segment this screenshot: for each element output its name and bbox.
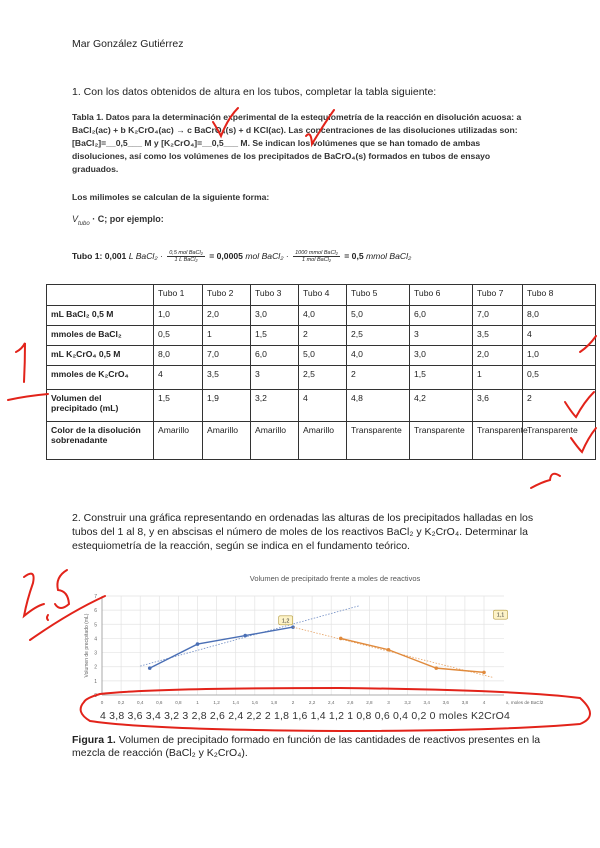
x-axis-label-bacl2: x, moles de BaCl2: [506, 700, 544, 705]
chart-plot-area: [99, 592, 509, 700]
table-cell: 2: [523, 390, 596, 422]
table-cell: Transparente: [410, 422, 473, 460]
x-tick-label-bacl2: 3,8: [461, 700, 469, 705]
table-cell: 2,5: [299, 366, 347, 390]
dash-mark: [8, 394, 48, 400]
tubo1-unit3: mmol BaCl₂: [366, 250, 412, 261]
y-tick-label: 5: [94, 622, 97, 629]
handwritten-two: [24, 574, 44, 616]
milimoles-text: Los milimoles se calculan de la siguiente forma:: [72, 192, 270, 202]
table-cell: 3,0: [251, 306, 299, 326]
x-tick-label-bacl2: 2,4: [328, 700, 335, 705]
frac2-num: 1000 mmol BaCl₂: [295, 250, 338, 256]
frac1-num: 0,5 mol BaCl₂: [169, 250, 203, 256]
table-cell: 1,9: [203, 390, 251, 422]
y-tick-label: 3: [94, 650, 97, 657]
x-tick-label-bacl2: 0,6: [156, 700, 163, 705]
table-cell: 4: [299, 390, 347, 422]
annotation-label: 1,1: [496, 612, 505, 619]
table-cell: 4,0: [299, 306, 347, 326]
row-label: mmoles de BaCl₂: [47, 326, 154, 346]
question-2: 2. Construir una gráfica representando en ordenadas las alturas de los precipitados halladas en los tubos del 1 al 8, y en abscisas el número de moles de los reactivos BaCl₂ y K₂CrO₄. Determinar la estequiometría de la reacción, según se indica en el fundamento teórico.: [72, 512, 534, 552]
table-cell: 4,8: [347, 390, 410, 422]
frac1-den: 1 L BaCl₂: [174, 257, 198, 263]
table-cell: 3,2: [251, 390, 299, 422]
table-cell: Transparente: [473, 422, 523, 460]
k2cro4-tick-labels: 4 3,8 3,6 3,4 3,2 3 2,8 2,6 2,4 2,2 2 1,8 1,6 1,4 1,2 1 0,8 0,6 0,4 0,2 0: [100, 710, 436, 722]
table-cell: Transparente: [347, 422, 410, 460]
formula-sub: tubo: [78, 220, 90, 227]
check-mark-1: [213, 108, 238, 136]
tubo1-unit1: L BaCl₂ ·: [128, 250, 163, 261]
question-1: 1. Con los datos obtenidos de altura en los tubos, completar la tabla siguiente:: [72, 86, 437, 98]
check-mark-2: [306, 110, 334, 144]
x-tick-label-bacl2: 2,2: [308, 700, 316, 705]
y-tick-label: 7: [94, 594, 97, 600]
row-label: Color de la disolución sobrenadante: [47, 422, 154, 460]
handwritten-stroke: [30, 596, 105, 643]
header-tubo-3: Tubo 3: [251, 285, 299, 306]
table-cell: 6,0: [410, 306, 473, 326]
data-point: [482, 671, 486, 675]
row-label: Volumen del precipitado (mL): [47, 390, 154, 422]
handwritten-one: [16, 343, 25, 382]
table-cell: 8,0: [154, 346, 203, 366]
x-tick-label-bacl2: 0: [100, 700, 104, 705]
table-cell: Amarillo: [203, 422, 251, 460]
table-cell: 4: [154, 366, 203, 390]
x-tick-label-bacl2: 3,2: [404, 700, 411, 705]
frac2-den: 1 mol BaCl₂: [301, 257, 331, 263]
data-point: [148, 666, 152, 670]
x-tick-label-bacl2: 2: [291, 700, 295, 705]
row-label: mL BaCl₂ 0,5 M: [47, 306, 154, 326]
check-mark-table-3: [571, 428, 596, 452]
header-tubo-1: Tubo 1: [154, 285, 203, 306]
table-cell: Amarillo: [299, 422, 347, 460]
table-cell: Transparente: [523, 422, 596, 460]
table-cell: 1: [203, 326, 251, 346]
tubo1-label: Tubo 1:: [72, 250, 103, 261]
y-tick-label: 4: [94, 636, 97, 643]
data-point: [339, 637, 343, 641]
row-label: mL K₂CrO₄ 0,5 M: [47, 346, 154, 366]
check-mark-table-2: [565, 392, 594, 417]
table-cell: 2,5: [347, 326, 410, 346]
table-cell: 7,0: [203, 346, 251, 366]
table-cell: 1,0: [154, 306, 203, 326]
table-cell: 1,0: [523, 346, 596, 366]
y-tick-label: 0: [94, 693, 97, 699]
table-cell: 0,5: [523, 366, 596, 390]
header-tubo-7: Tubo 7: [473, 285, 523, 306]
table-cell: 2: [347, 366, 410, 390]
header-tubo-2: Tubo 2: [203, 285, 251, 306]
x-tick-label-bacl2: 0,8: [175, 700, 182, 705]
table-cell: 5,0: [299, 346, 347, 366]
header-tubo-6: Tubo 6: [410, 285, 473, 306]
y-axis-label: Volumen de precipitado (mL): [84, 613, 90, 678]
y-tick-label: 1: [94, 678, 97, 685]
table-cell: 1,5: [251, 326, 299, 346]
formula-rest: · C; por ejemplo:: [92, 214, 164, 224]
handwritten-five: [55, 570, 69, 608]
x-tick-label-bacl2: 3: [387, 700, 390, 705]
figure-caption-text: Volumen de precipitado formado en función de las cantidades de reactivos presentes en la mezcla de reacción (BaCl₂ y K₂CrO₄).: [72, 734, 541, 759]
header-tubo-5: Tubo 5: [347, 285, 410, 306]
table-cell: Amarillo: [154, 422, 203, 460]
x-axis-k2cro4-labels: [100, 710, 584, 722]
table-cell: 5,0: [347, 306, 410, 326]
tubo1-eq1: = 0,0005: [209, 250, 243, 261]
y-tick-label: 6: [94, 608, 97, 615]
table-cell: 3,5: [473, 326, 523, 346]
tubo1-eq2: = 0,5: [344, 250, 364, 261]
x-tick-label-bacl2: 1,2: [213, 700, 220, 705]
x-tick-label-bacl2: 1,6: [251, 700, 258, 705]
tubo1-vol: 0,001: [104, 250, 127, 261]
figure-caption: [72, 734, 542, 760]
tubo1-unit2: mol BaCl₂ ·: [245, 250, 289, 261]
handwritten-comma: [47, 615, 48, 620]
x-tick-label-bacl2: 4: [482, 700, 486, 705]
table-cell: 1,5: [410, 366, 473, 390]
header-tubo-8: Tubo 8: [523, 285, 596, 306]
x-tick-label-bacl2: 3,4: [423, 700, 430, 705]
table-cell: 3,0: [410, 346, 473, 366]
table-cell: 4,2: [410, 390, 473, 422]
table-cell: 0,5: [154, 326, 203, 346]
data-point: [434, 666, 438, 670]
table-cell: 2: [299, 326, 347, 346]
check-mark-table-1: [580, 336, 596, 352]
y-tick-label: 2: [94, 664, 97, 671]
table-cell: 4,0: [347, 346, 410, 366]
table-cell: 7,0: [473, 306, 523, 326]
x-tick-label-bacl2: 2,8: [366, 700, 373, 705]
header-tubo-4: Tubo 4: [299, 285, 347, 306]
table-cell: 3,5: [203, 366, 251, 390]
table-cell: Amarillo: [251, 422, 299, 460]
figure-caption-bold: Figura 1.: [72, 734, 116, 746]
table-cell: 3,6: [473, 390, 523, 422]
x-tick-label-bacl2: 2,6: [347, 700, 354, 705]
row-label: mmoles de K₂CrO₄: [47, 366, 154, 390]
table-cell: 8,0: [523, 306, 596, 326]
table-cell: 4: [523, 326, 596, 346]
x-tick-label-bacl2: 1: [196, 700, 199, 705]
table-cell: 2,0: [473, 346, 523, 366]
x-tick-label-bacl2: 1,4: [232, 700, 239, 705]
formula-v: V: [72, 214, 79, 224]
table-cell: 3: [410, 326, 473, 346]
table-cell: 2,0: [203, 306, 251, 326]
check-mark-table-4: [531, 474, 560, 488]
table-cell: 1,5: [154, 390, 203, 422]
author-name: Mar González Gutiérrez: [72, 38, 184, 50]
x-tick-label-bacl2: 0,2: [117, 700, 125, 705]
chart-title: Volumen de precipitado frente a moles de reactivos: [249, 574, 421, 583]
annotation-label: 1,2: [281, 618, 290, 625]
data-point: [196, 642, 200, 646]
x-label-k2cro4: moles K2CrO4: [438, 710, 511, 722]
table-caption: Tabla 1. Datos para la determinación experimental de la estequiometría de la reacción en disolución acuosa: a BaCl₂(ac) + b K₂CrO₄(ac) → c BaCrO₄(s) + d KCl(ac). Las concentraciones de las disoluciones utilizadas son: [BaCl₂]=__0,5___ M y [K₂CrO₄]=__0,5___ M. Se indican los volúmenes que se han tomado de ambas disoluciones, así como los volúmenes de los precipitados de BaCrO₄(s) formados en tubos de ensayo graduados.: [72, 112, 522, 174]
table-cell: 1: [473, 366, 523, 390]
x-tick-label-bacl2: 3,6: [442, 700, 449, 705]
table-cell: 3: [251, 366, 299, 390]
table-cell: 6,0: [251, 346, 299, 366]
x-tick-label-bacl2: 1,8: [270, 700, 278, 705]
x-tick-label-bacl2: 0,4: [137, 700, 144, 705]
